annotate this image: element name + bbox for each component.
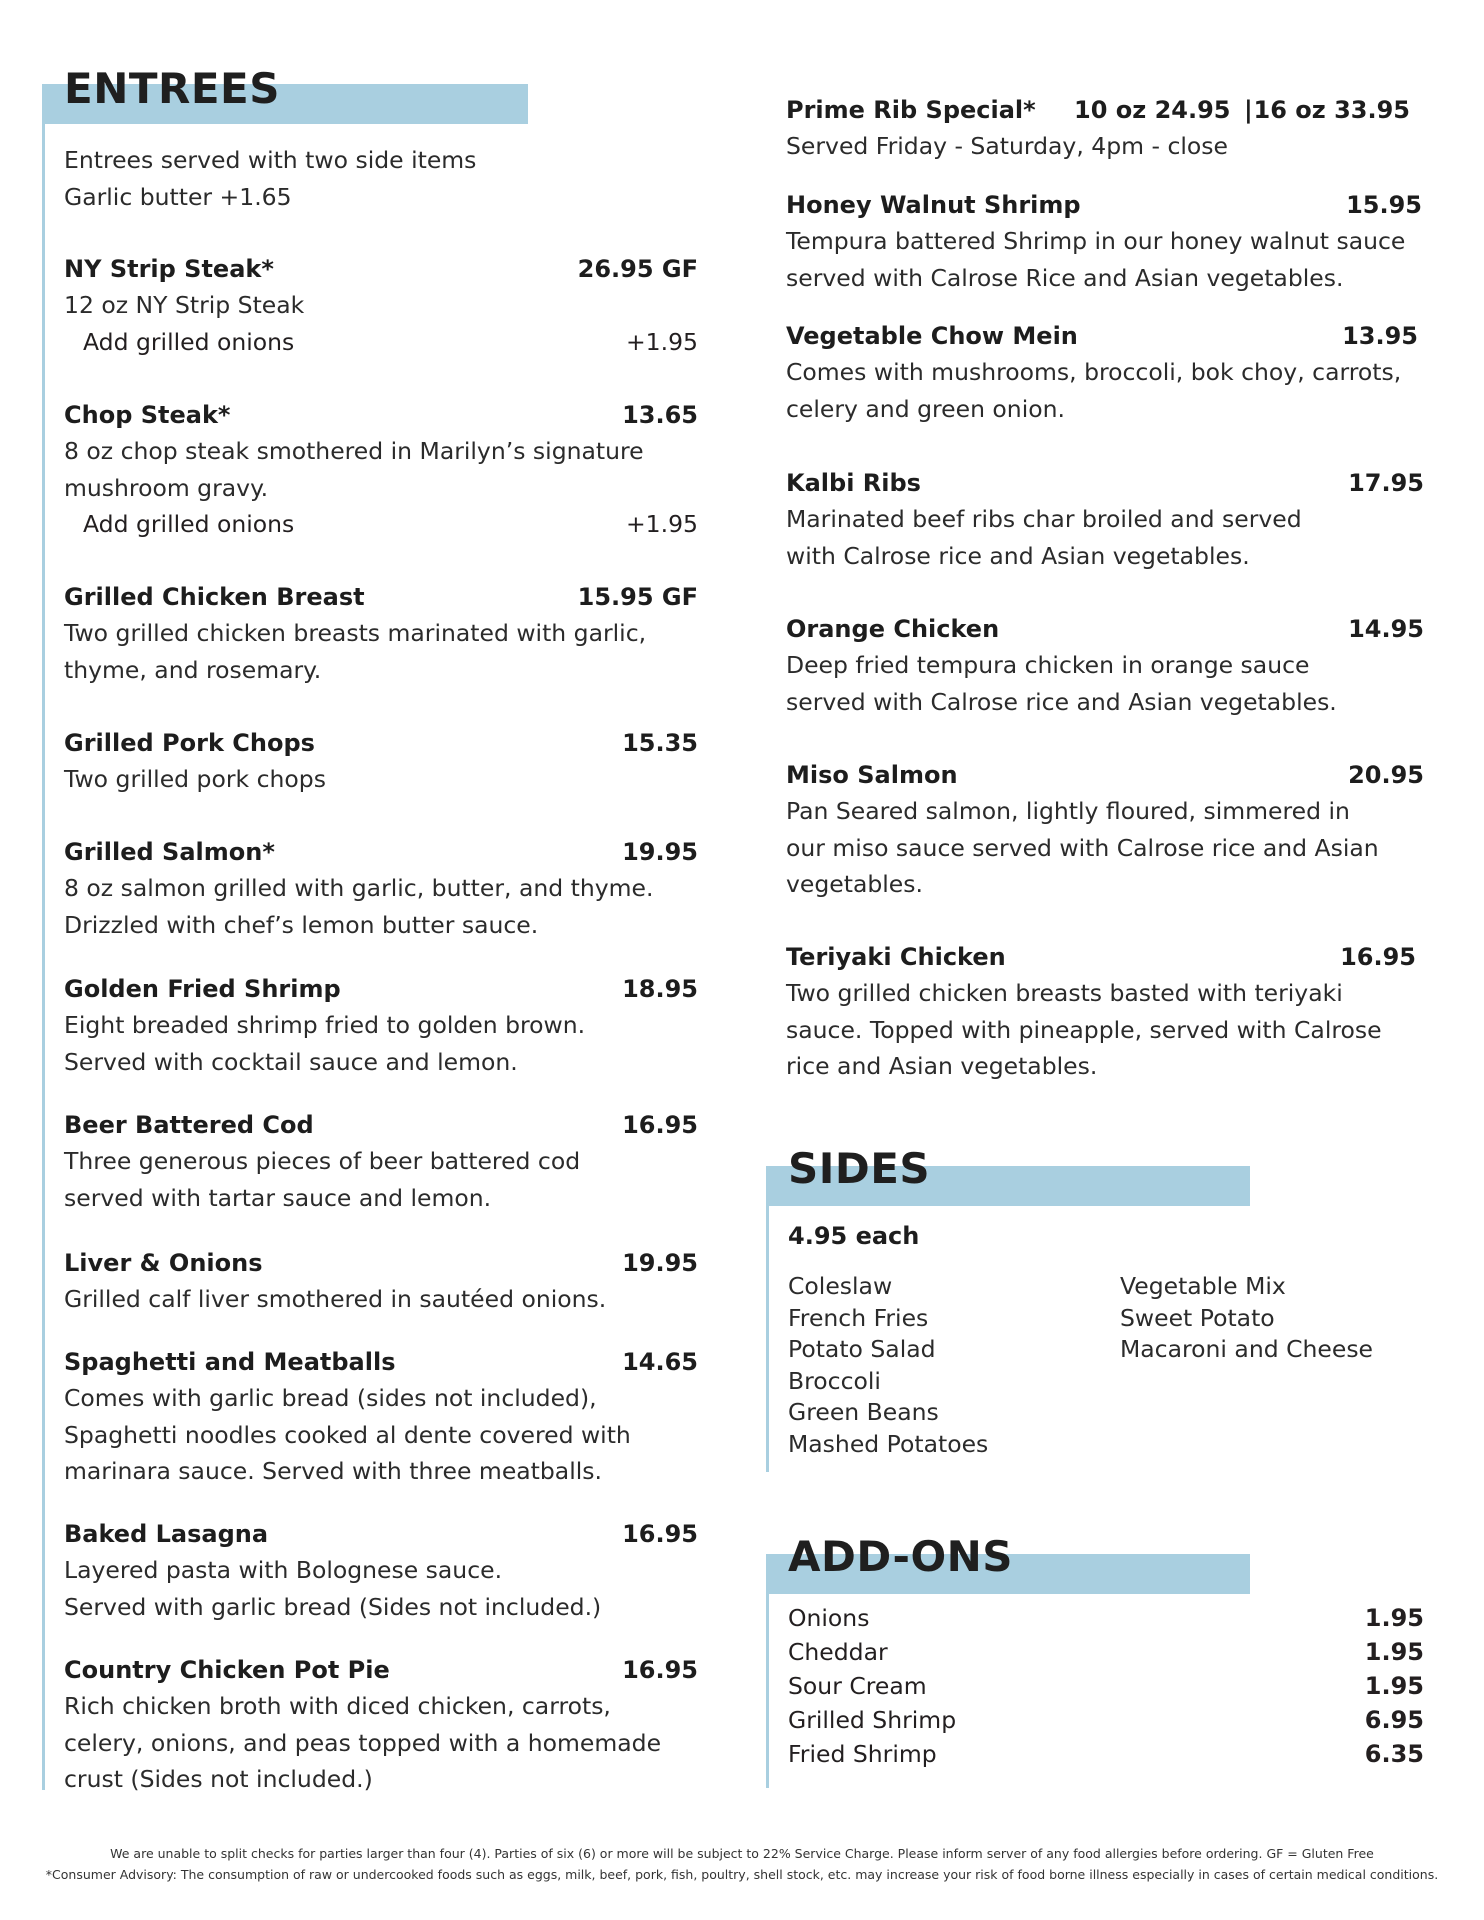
- menu-item-price: 15.35: [622, 729, 698, 757]
- menu-item-grilled-pork-chops: [64, 725, 698, 798]
- menu-item-desc: celery and green onion.: [786, 394, 1065, 423]
- addon-price: +1.95: [625, 510, 698, 538]
- menu-item-baked-lasagna: [64, 1516, 698, 1625]
- sides-list-1: [788, 1271, 988, 1460]
- entrees-intro-line: Garlic butter +1.65: [64, 182, 292, 211]
- side-item: Macaroni and Cheese: [1120, 1335, 1374, 1363]
- menu-item-desc: Two grilled chicken breasts basted with teriyaki: [786, 979, 1343, 1007]
- menu-item-desc: Two grilled pork chops: [64, 765, 326, 793]
- menu-item-desc: Drizzled with chef’s lemon butter sauce.: [64, 910, 539, 939]
- menu-item-price: 18.95: [622, 975, 698, 1003]
- menu-item-price: 19.95: [622, 1249, 698, 1277]
- addons-side-line: [766, 1554, 769, 1788]
- menu-item-name: Spaghetti and Meatballs: [64, 1348, 396, 1376]
- menu-item-desc: Marinated beef ribs char broiled and served: [786, 505, 1302, 533]
- menu-item-desc: marinara sauce. Served with three meatballs.: [64, 1457, 602, 1485]
- menu-item-desc: Rich chicken broth with diced chicken, carrots,: [64, 1692, 611, 1720]
- menu-item-name: Teriyaki Chicken: [786, 943, 1006, 971]
- side-item: Broccoli: [788, 1366, 881, 1395]
- menu-item-grilled-salmon: [64, 834, 698, 943]
- menu-item-desc: Tempura battered Shrimp in our honey walnut sauce: [786, 227, 1406, 255]
- addon-price: 1.95: [1364, 1638, 1424, 1666]
- menu-item-ny-strip-steak: [64, 251, 698, 360]
- menu-item-grilled-chicken-breast: [64, 579, 698, 688]
- menu-item-desc: our miso sauce served with Calrose rice and Asian: [786, 833, 1379, 862]
- menu-item-name: Liver & Onions: [64, 1249, 263, 1277]
- menu-item-price: 19.95: [622, 838, 698, 866]
- menu-item-desc: served with tartar sauce and lemon.: [64, 1183, 492, 1212]
- menu-item-miso-salmon: [786, 757, 1424, 903]
- menu-item-price-16oz: 16 oz 33.95: [1253, 96, 1410, 124]
- menu-item-prime-rib-special: [786, 92, 1426, 165]
- menu-item-liver-onions: [64, 1245, 698, 1318]
- menu-item-price: 17.95: [1348, 469, 1424, 497]
- menu-item-honey-walnut-shrimp: [786, 187, 1422, 296]
- menu-item-name: Beer Battered Cod: [64, 1111, 314, 1139]
- side-item: Vegetable Mix: [1120, 1272, 1286, 1300]
- menu-item-desc: served with Calrose Rice and Asian vegetables.: [786, 263, 1344, 292]
- menu-item-name: Vegetable Chow Mein: [786, 322, 1078, 350]
- menu-item-country-chicken-pot-pie: [64, 1652, 698, 1798]
- menu-item-desc: Served with garlic bread (Sides not included.): [64, 1592, 602, 1621]
- menu-item-price: 14.65: [622, 1348, 698, 1376]
- side-item: Green Beans: [788, 1398, 939, 1426]
- menu-item-golden-fried-shrimp: [64, 971, 698, 1080]
- entrees-title: ENTREES: [64, 64, 280, 113]
- menu-item-desc: Comes with garlic bread (sides not included),: [64, 1384, 597, 1412]
- menu-item-name: Chop Steak*: [64, 401, 231, 429]
- menu-item-desc: Served Friday - Saturday, 4pm - close: [786, 132, 1228, 160]
- entrees-side-line: [42, 84, 45, 1790]
- addon-price: 1.95: [1364, 1672, 1424, 1700]
- addon-price: +1.95: [625, 327, 698, 356]
- menu-item-name: Prime Rib Special*: [786, 96, 1036, 124]
- addon-row: [788, 1737, 1424, 1771]
- side-item: Coleslaw: [788, 1272, 893, 1300]
- menu-item-desc: rice and Asian vegetables.: [786, 1052, 1098, 1080]
- menu-item-desc: 12 oz NY Strip Steak: [64, 291, 305, 319]
- addon-name: Grilled Shrimp: [788, 1706, 957, 1734]
- sides-title: SIDES: [788, 1144, 931, 1193]
- menu-item-price: 20.95: [1348, 761, 1424, 789]
- entrees-intro: [64, 142, 476, 215]
- addon-name: Sour Cream: [788, 1672, 927, 1700]
- menu-item-price: 14.95: [1348, 615, 1424, 643]
- menu-item-name: Grilled Pork Chops: [64, 729, 315, 757]
- menu-item-price: 26.95 GF: [577, 255, 698, 283]
- menu-item-name: Grilled Salmon*: [64, 838, 275, 866]
- menu-item-desc: 8 oz chop steak smothered in Marilyn’s signature: [64, 437, 644, 465]
- menu-item-price: 13.95: [1342, 322, 1418, 350]
- menu-item-desc: Comes with mushrooms, broccoli, bok choy, carrots,: [786, 358, 1402, 386]
- menu-item-name: NY Strip Steak*: [64, 255, 274, 283]
- addons-title: ADD-ONS: [788, 1532, 1014, 1581]
- menu-item-name: Country Chicken Pot Pie: [64, 1656, 390, 1684]
- price-separator: |: [1244, 96, 1253, 124]
- menu-item-price: 15.95 GF: [577, 583, 698, 611]
- menu-item-price: 16.95: [1340, 943, 1416, 971]
- menu-item-spaghetti-meatballs: [64, 1344, 698, 1490]
- menu-item-desc: Grilled calf liver smothered in sautéed onions.: [64, 1285, 607, 1313]
- menu-item-price-10oz: 10 oz 24.95: [1074, 96, 1231, 124]
- menu-item-desc: thyme, and rosemary.: [64, 655, 322, 684]
- menu-item-name: Miso Salmon: [786, 761, 958, 789]
- menu-item-desc: Pan Seared salmon, lightly floured, simmered in: [786, 797, 1350, 825]
- menu-item-name: Grilled Chicken Breast: [64, 583, 365, 611]
- entrees-intro-line: Entrees served with two side items: [64, 146, 477, 174]
- side-item: Mashed Potatoes: [788, 1429, 989, 1458]
- addon-price: 6.95: [1364, 1706, 1424, 1734]
- menu-item-desc: Served with cocktail sauce and lemon.: [64, 1047, 518, 1076]
- menu-item-desc: 8 oz salmon grilled with garlic, butter, and thyme.: [64, 874, 654, 902]
- menu-item-price: 16.95: [622, 1111, 698, 1139]
- menu-item-desc: vegetables.: [786, 870, 923, 898]
- menu-item-vegetable-chow-mein: [786, 318, 1418, 427]
- menu-item-desc: Deep fried tempura chicken in orange sauce: [786, 651, 1310, 679]
- footer-consumer-advisory: *Consumer Advisory: The consumption of raw or undercooked foods such as eggs, milk, beef, pork, fish, poultry, shell stock, etc. may increase your risk of food borne illness especially in cases of certain medical conditions.: [45, 1867, 1439, 1882]
- addon-name: Cheddar: [788, 1638, 888, 1666]
- addon-row: [788, 1703, 1424, 1737]
- menu-item-teriyaki-chicken: [786, 939, 1416, 1085]
- menu-item-desc: crust (Sides not included.): [64, 1765, 373, 1793]
- side-item: French Fries: [788, 1303, 929, 1332]
- addons-list: [788, 1601, 1424, 1771]
- addon-row: [788, 1635, 1424, 1669]
- menu-item-desc: Three generous pieces of beer battered cod: [64, 1147, 581, 1175]
- menu-item-name: Golden Fried Shrimp: [64, 975, 341, 1003]
- menu-item-price: 15.95: [1346, 191, 1422, 219]
- footer-policy: We are unable to split checks for parties larger than four (4). Parties of six (6) or more will be subject to 22% Service Charge. Please inform server of any food allergies before ordering. GF = Gluten Free: [110, 1846, 1374, 1861]
- menu-item-price: 13.65: [622, 401, 698, 429]
- menu-item-chop-steak: [64, 397, 698, 542]
- menu-item-desc: served with Calrose rice and Asian vegetables.: [786, 687, 1337, 716]
- menu-item-price: 16.95: [622, 1520, 698, 1548]
- menu-item-name: Orange Chicken: [786, 615, 1000, 643]
- menu-item-desc: Eight breaded shrimp fried to golden brown.: [64, 1011, 586, 1039]
- addon-label: Add grilled onions: [83, 327, 295, 356]
- addon-name: Fried Shrimp: [788, 1740, 937, 1768]
- menu-item-orange-chicken: [786, 611, 1424, 720]
- menu-item-desc: with Calrose rice and Asian vegetables.: [786, 541, 1250, 570]
- menu-item-desc: celery, onions, and peas topped with a homemade: [64, 1728, 662, 1757]
- menu-item-desc: mushroom gravy.: [64, 473, 269, 502]
- side-item: Potato Salad: [788, 1335, 936, 1363]
- addon-row: [788, 1669, 1424, 1703]
- menu-item-desc: Layered pasta with Bolognese sauce.: [64, 1556, 503, 1584]
- sides-side-line: [766, 1166, 769, 1472]
- addon-label: Add grilled onions: [83, 510, 295, 538]
- menu-item-beer-battered-cod: [64, 1107, 698, 1216]
- sides-price-note: 4.95 each: [788, 1222, 920, 1250]
- side-item: Sweet Potato: [1120, 1303, 1275, 1332]
- menu-item-desc: sauce. Topped with pineapple, served with Calrose: [786, 1015, 1382, 1044]
- addon-row: [788, 1601, 1424, 1635]
- addon-price: 6.35: [1364, 1740, 1424, 1768]
- menu-item-desc: Two grilled chicken breasts marinated with garlic,: [64, 619, 647, 647]
- sides-list-2: [1120, 1271, 1373, 1366]
- menu-item-desc: Spaghetti noodles cooked al dente covered with: [64, 1420, 631, 1449]
- menu-item-price: 16.95: [622, 1656, 698, 1684]
- addon-price: 1.95: [1364, 1604, 1424, 1632]
- menu-item-kalbi-ribs: [786, 465, 1424, 574]
- menu-item-name: Baked Lasagna: [64, 1520, 269, 1548]
- addon-name: Onions: [788, 1604, 870, 1632]
- menu-item-name: Honey Walnut Shrimp: [786, 191, 1081, 219]
- menu-item-name: Kalbi Ribs: [786, 469, 921, 497]
